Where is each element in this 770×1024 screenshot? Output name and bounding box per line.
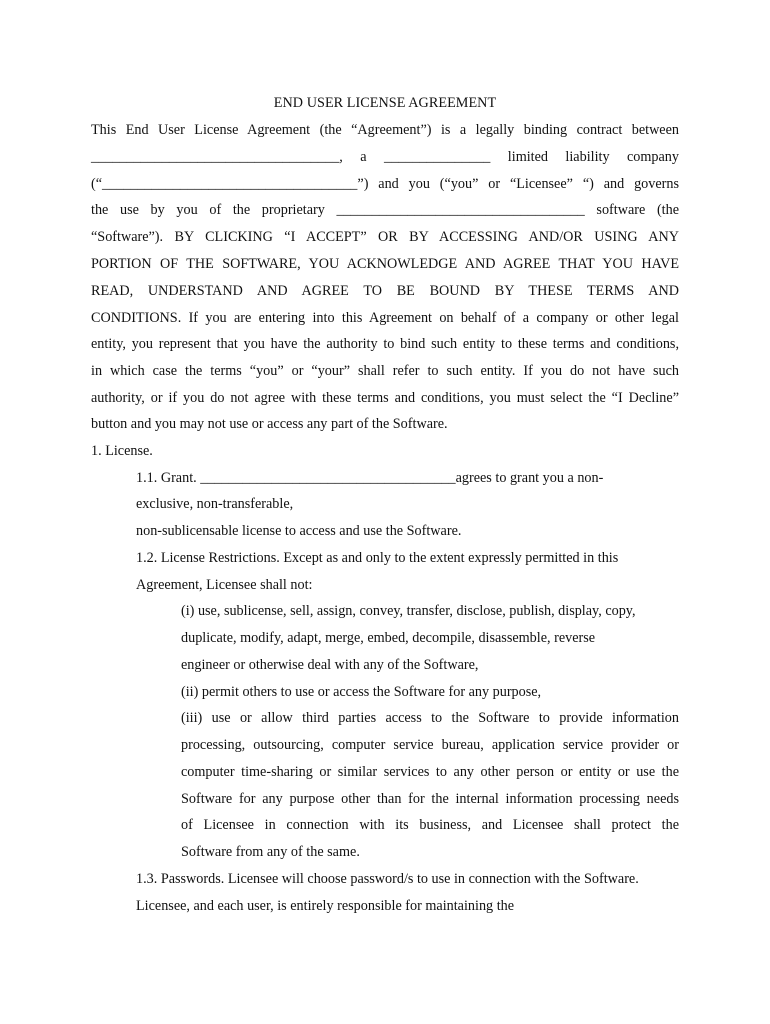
clause-1-3-line: 1.3. Passwords. Licensee will choose password/s to use in connection with the Software. [136, 871, 639, 887]
clause-1-1-line: 1.1. Grant. ____________________________________agrees to grant you a non- [136, 470, 604, 486]
restriction-iii-line: Software from any of the same. [181, 844, 360, 860]
intro-line: button and you may not use or access any part of the Software. [91, 416, 448, 432]
restriction-iii-line: computer time-sharing or similar services to any other person or entity or use the [181, 764, 679, 780]
intro-line: authority, or if you do not agree with these terms and conditions, you must select the “I Decline” [91, 390, 679, 406]
intro-line: ___________________________________, a _______________ limited liability company [91, 149, 679, 165]
clause-1-1-line: exclusive, non-transferable, [136, 496, 294, 512]
restriction-iii-line: processing, outsourcing, computer service bureau, application service provider or [181, 737, 679, 753]
restriction-i-line: engineer or otherwise deal with any of the Software, [181, 657, 479, 673]
restriction-iii-line: Software for any purpose other than for the internal information processing needs [181, 791, 679, 807]
restriction-iii-line: of Licensee in connection with its business, and Licensee shall protect the [181, 817, 679, 833]
intro-line: in which case the terms “you” or “your” shall refer to such entity. If you do not have such [91, 363, 679, 379]
intro-line: “Software”). BY CLICKING “I ACCEPT” OR BY ACCESSING AND/OR USING ANY [91, 229, 679, 245]
clause-1-3-line: Licensee, and each user, is entirely responsible for maintaining the [136, 898, 515, 914]
document-title: END USER LICENSE AGREEMENT [273, 95, 497, 111]
restriction-iii-line: (iii) use or allow third parties access to the Software to provide information [181, 710, 679, 726]
clause-1-2-line: Agreement, Licensee shall not: [136, 577, 313, 593]
restriction-ii-line: (ii) permit others to use or access the Software for any purpose, [181, 684, 542, 700]
intro-line: the use by you of the proprietary ___________________________________ software (the [91, 202, 679, 218]
intro-line: CONDITIONS. If you are entering into this Agreement on behalf of a company or other legal [91, 310, 679, 326]
intro-line: PORTION OF THE SOFTWARE, YOU ACKNOWLEDGE AND AGREE THAT YOU HAVE [91, 256, 679, 272]
intro-line: (“____________________________________”) and you (“you” or “Licensee” “) and governs [91, 176, 679, 192]
clause-1-2-line: 1.2. License Restrictions. Except as and only to the extent expressly permitted in this [136, 550, 619, 566]
intro-line: This End User License Agreement (the “Agreement”) is a legally binding contract between [91, 122, 679, 138]
restriction-i-line: (i) use, sublicense, sell, assign, convey, transfer, disclose, publish, display, copy, [181, 603, 636, 619]
restriction-i-line: duplicate, modify, adapt, merge, embed, decompile, disassemble, reverse [181, 630, 596, 646]
clause-1-1-line: non-sublicensable license to access and use the Software. [136, 523, 462, 539]
section-heading: 1. License. [91, 443, 153, 459]
intro-line: entity, you represent that you have the authority to bind such entity to these terms and conditions, [91, 336, 679, 352]
intro-line: READ, UNDERSTAND AND AGREE TO BE BOUND BY THESE TERMS AND [91, 283, 679, 299]
